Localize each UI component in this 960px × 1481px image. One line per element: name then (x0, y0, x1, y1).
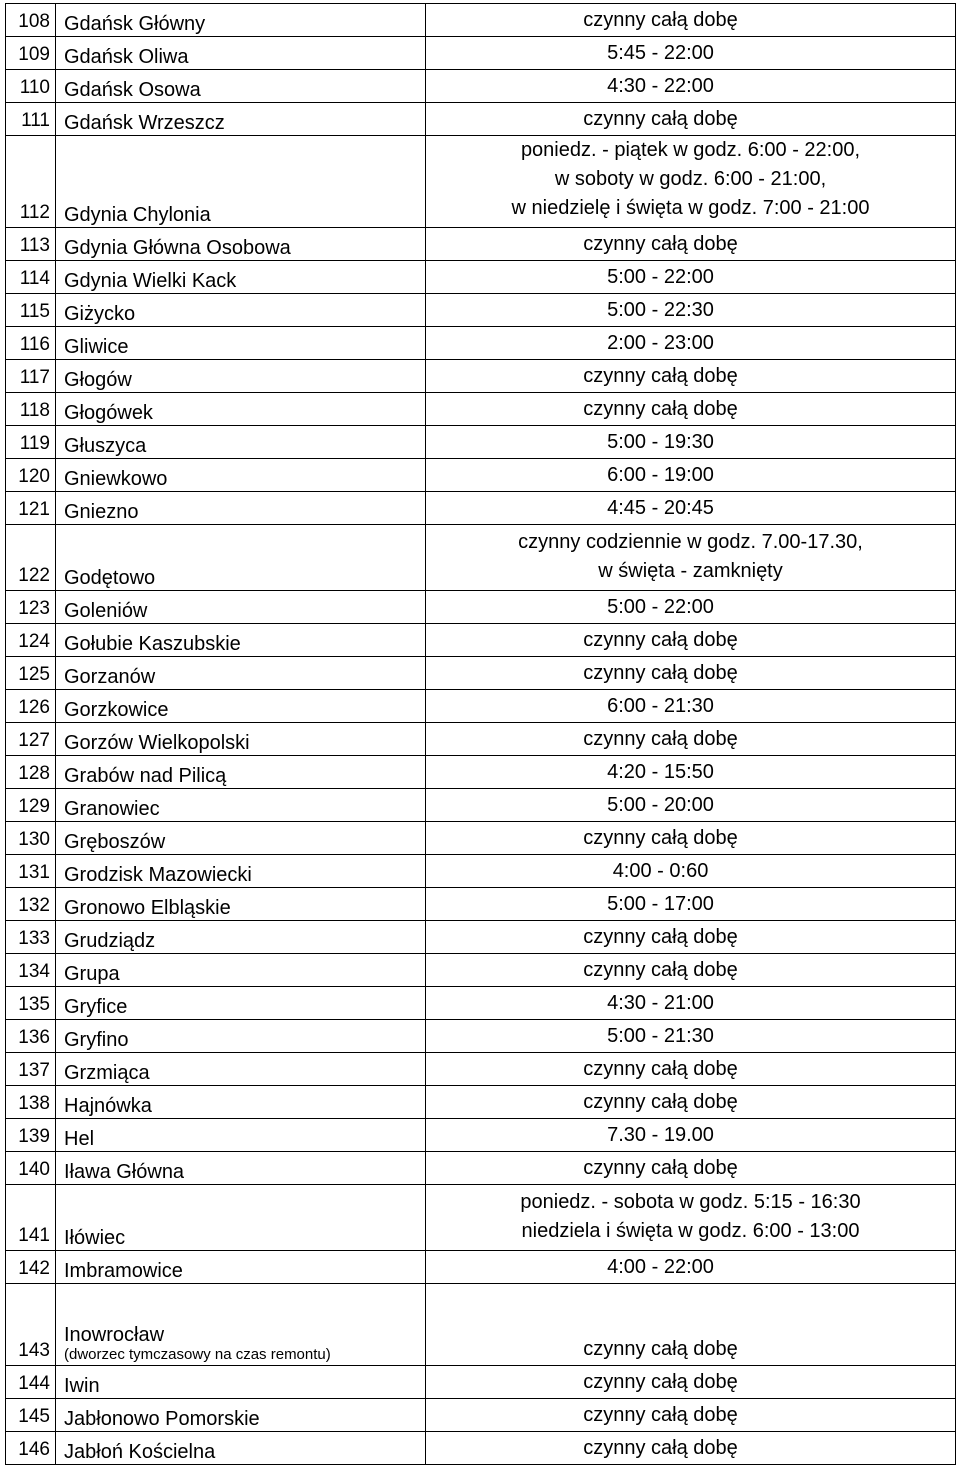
station-number: 110 (6, 70, 56, 103)
station-name: Iłówiec (64, 1227, 126, 1249)
station-name-cell (56, 1119, 426, 1152)
station-name-cell (56, 822, 426, 855)
table-row (6, 624, 956, 657)
opening-hours-line: niedziela i święta w godz. 6:00 - 13:00 (521, 1220, 860, 1242)
station-number: 142 (6, 1251, 56, 1284)
station-name: Imbramowice (64, 1260, 183, 1282)
opening-hours-cell (426, 1399, 956, 1432)
opening-hours: czynny całą dobę (583, 1437, 738, 1459)
station-name: Gdynia Chylonia (64, 204, 211, 226)
station-number: 115 (6, 294, 56, 327)
table-row (6, 1152, 956, 1185)
table-row (6, 4, 956, 37)
station-number: 130 (6, 822, 56, 855)
station-number: 112 (6, 136, 56, 228)
table-row (6, 1119, 956, 1152)
station-name: Gdańsk Wrzeszcz (64, 112, 225, 134)
opening-hours-line: poniedz. - sobota w godz. 5:15 - 16:30 (520, 1191, 861, 1213)
station-name: Granowiec (64, 798, 160, 820)
station-name: Hajnówka (64, 1095, 152, 1117)
station-number: 116 (6, 327, 56, 360)
station-name-cell (56, 1020, 426, 1053)
table-row (6, 591, 956, 624)
station-number: 126 (6, 690, 56, 723)
opening-hours-cell (426, 1053, 956, 1086)
opening-hours-cell (426, 1366, 956, 1399)
opening-hours-line: w święta - zamknięty (598, 560, 783, 582)
station-name-cell (56, 426, 426, 459)
opening-hours-line: czynny codziennie w godz. 7.00-17.30, (518, 531, 863, 553)
opening-hours: czynny całą dobę (583, 398, 738, 420)
station-name-cell (56, 294, 426, 327)
opening-hours-cell (426, 393, 956, 426)
station-name-cell (56, 360, 426, 393)
station-name: Grzmiąca (64, 1062, 150, 1084)
station-number: 146 (6, 1432, 56, 1465)
opening-hours-cell (426, 1432, 956, 1465)
station-name: Hel (64, 1128, 95, 1150)
station-name-cell (56, 1086, 426, 1119)
table-row (6, 1251, 956, 1284)
opening-hours-cell (426, 1185, 956, 1251)
table-row (6, 459, 956, 492)
table-row (6, 921, 956, 954)
opening-hours: czynny całą dobę (583, 1058, 738, 1080)
opening-hours: 5:00 - 22:00 (607, 266, 714, 288)
station-number: 124 (6, 624, 56, 657)
table-row (6, 426, 956, 459)
table-row (6, 822, 956, 855)
station-name-cell (56, 690, 426, 723)
station-number: 128 (6, 756, 56, 789)
opening-hours: 5:45 - 22:00 (607, 42, 714, 64)
station-name-note: (dworzec tymczasowy na czas remontu) (64, 1346, 331, 1363)
station-name-cell (56, 525, 426, 591)
station-name: Głuszyca (64, 435, 147, 457)
table-row (6, 136, 956, 228)
station-number: 135 (6, 987, 56, 1020)
opening-hours-cell (426, 426, 956, 459)
opening-hours: 4:30 - 22:00 (607, 75, 714, 97)
station-name: Grabów nad Pilicą (64, 765, 227, 787)
opening-hours: 7.30 - 19.00 (607, 1124, 714, 1146)
station-name-cell (56, 888, 426, 921)
opening-hours: czynny całą dobę (583, 1404, 738, 1426)
station-name: Jabłonowo Pomorskie (64, 1408, 260, 1430)
station-number: 134 (6, 954, 56, 987)
opening-hours: 5:00 - 20:00 (607, 794, 714, 816)
opening-hours-cell (426, 1251, 956, 1284)
opening-hours: czynny całą dobę (583, 1157, 738, 1179)
station-name: Głogów (64, 369, 132, 391)
opening-hours: czynny całą dobę (583, 9, 738, 31)
station-number: 139 (6, 1119, 56, 1152)
station-name-cell (56, 756, 426, 789)
opening-hours: czynny całą dobę (583, 1371, 738, 1393)
opening-hours: 6:00 - 21:30 (607, 695, 714, 717)
station-name-cell (56, 4, 426, 37)
opening-hours: 4:45 - 20:45 (607, 497, 714, 519)
station-name-cell (56, 261, 426, 294)
station-number: 122 (6, 525, 56, 591)
station-number: 109 (6, 37, 56, 70)
table-row (6, 360, 956, 393)
opening-hours: 5:00 - 19:30 (607, 431, 714, 453)
table-row (6, 723, 956, 756)
station-name-cell (56, 1251, 426, 1284)
station-name: Gdańsk Osowa (64, 79, 201, 101)
opening-hours: czynny całą dobę (583, 926, 738, 948)
table-row (6, 855, 956, 888)
station-number: 120 (6, 459, 56, 492)
station-number: 129 (6, 789, 56, 822)
table-row (6, 327, 956, 360)
table-row (6, 228, 956, 261)
station-name-cell (56, 1053, 426, 1086)
station-number: 140 (6, 1152, 56, 1185)
station-name: Grudziądz (64, 930, 156, 952)
opening-hours-cell (426, 921, 956, 954)
opening-hours-cell (426, 855, 956, 888)
opening-hours: czynny całą dobę (583, 728, 738, 750)
table-row (6, 37, 956, 70)
station-name: Gorzkowice (64, 699, 169, 721)
opening-hours-cell (426, 756, 956, 789)
station-number: 136 (6, 1020, 56, 1053)
station-name-cell (56, 1399, 426, 1432)
opening-hours-cell (426, 888, 956, 921)
opening-hours-cell (426, 459, 956, 492)
station-name-cell (56, 459, 426, 492)
station-name-cell (56, 657, 426, 690)
station-name-cell (56, 103, 426, 136)
opening-hours-cell (426, 70, 956, 103)
station-number: 114 (6, 261, 56, 294)
table-row (6, 294, 956, 327)
station-name: Iwin (64, 1375, 100, 1397)
station-name: Gołubie Kaszubskie (64, 633, 241, 655)
station-number: 144 (6, 1366, 56, 1399)
station-number: 131 (6, 855, 56, 888)
station-name: Grodzisk Mazowiecki (64, 864, 252, 886)
station-number: 123 (6, 591, 56, 624)
opening-hours-cell (426, 1152, 956, 1185)
station-hours-table-body (6, 4, 956, 1465)
opening-hours-cell (426, 327, 956, 360)
station-name: Gniezno (64, 501, 139, 523)
opening-hours: czynny całą dobę (583, 1338, 738, 1360)
station-name: Gorzanów (64, 666, 156, 688)
station-number: 145 (6, 1399, 56, 1432)
station-name-cell (56, 1366, 426, 1399)
table-row (6, 888, 956, 921)
station-name-cell (56, 591, 426, 624)
opening-hours-cell (426, 37, 956, 70)
station-name-cell (56, 1185, 426, 1251)
station-number: 113 (6, 228, 56, 261)
station-name-cell (56, 136, 426, 228)
opening-hours-cell (426, 1119, 956, 1152)
opening-hours-line: w niedzielę i święta w godz. 7:00 - 21:00 (511, 197, 870, 219)
opening-hours: czynny całą dobę (583, 629, 738, 651)
table-row (6, 1053, 956, 1086)
station-number: 143 (6, 1284, 56, 1366)
station-name-cell (56, 624, 426, 657)
opening-hours-cell (426, 4, 956, 37)
station-name: Godętowo (64, 567, 156, 589)
opening-hours-cell (426, 103, 956, 136)
opening-hours-cell (426, 657, 956, 690)
station-number: 118 (6, 393, 56, 426)
opening-hours-cell (426, 591, 956, 624)
table-row (6, 492, 956, 525)
station-name-cell (56, 327, 426, 360)
opening-hours: 4:20 - 15:50 (607, 761, 714, 783)
station-name: Goleniów (64, 600, 148, 622)
station-name: Gryfino (64, 1029, 129, 1051)
table-row (6, 103, 956, 136)
station-number: 119 (6, 426, 56, 459)
station-name-cell (56, 789, 426, 822)
opening-hours: czynny całą dobę (583, 233, 738, 255)
station-name-cell (56, 921, 426, 954)
table-row (6, 525, 956, 591)
opening-hours-cell (426, 987, 956, 1020)
opening-hours-cell (426, 954, 956, 987)
station-hours-table (5, 3, 956, 1465)
station-name-cell (56, 393, 426, 426)
station-name: Gdańsk Oliwa (64, 46, 189, 68)
station-number: 111 (6, 103, 56, 136)
opening-hours-cell (426, 1020, 956, 1053)
opening-hours: 2:00 - 23:00 (607, 332, 714, 354)
station-name: Grupa (64, 963, 120, 985)
station-name: Głogówek (64, 402, 153, 424)
opening-hours: czynny całą dobę (583, 959, 738, 981)
station-number: 125 (6, 657, 56, 690)
station-name-cell (56, 1284, 426, 1366)
station-name: Gorzów Wielkopolski (64, 732, 250, 754)
station-name: Inowrocław (64, 1324, 165, 1346)
station-name-cell (56, 987, 426, 1020)
station-name: Gdynia Główna Osobowa (64, 237, 291, 259)
table-row (6, 987, 956, 1020)
station-number: 121 (6, 492, 56, 525)
opening-hours: 4:00 - 22:00 (607, 1256, 714, 1278)
opening-hours: 6:00 - 19:00 (607, 464, 714, 486)
opening-hours-cell (426, 723, 956, 756)
station-hours-page (5, 3, 955, 1465)
station-number: 133 (6, 921, 56, 954)
opening-hours: czynny całą dobę (583, 108, 738, 130)
station-name: Giżycko (64, 303, 136, 325)
opening-hours-cell (426, 261, 956, 294)
table-row (6, 1366, 956, 1399)
station-name-cell (56, 1432, 426, 1465)
opening-hours: 5:00 - 21:30 (607, 1025, 714, 1047)
opening-hours-cell (426, 136, 956, 228)
opening-hours: 4:00 - 0:60 (612, 860, 709, 882)
station-number: 137 (6, 1053, 56, 1086)
station-name-cell (56, 492, 426, 525)
table-row (6, 1185, 956, 1251)
station-name: Gdańsk Główny (64, 13, 206, 35)
table-row (6, 70, 956, 103)
station-name: Gdynia Wielki Kack (64, 270, 237, 292)
opening-hours-line: poniedz. - piątek w godz. 6:00 - 22:00, (520, 139, 861, 161)
station-name-cell (56, 954, 426, 987)
station-name: Gniewkowo (64, 468, 168, 490)
station-number: 138 (6, 1086, 56, 1119)
table-row (6, 1086, 956, 1119)
opening-hours-cell (426, 1284, 956, 1366)
opening-hours-cell (426, 789, 956, 822)
table-row (6, 1284, 956, 1366)
opening-hours-cell (426, 690, 956, 723)
table-row (6, 1432, 956, 1465)
table-row (6, 393, 956, 426)
station-number: 127 (6, 723, 56, 756)
opening-hours: 4:30 - 21:00 (607, 992, 714, 1014)
station-name-cell (56, 70, 426, 103)
table-row (6, 954, 956, 987)
table-row (6, 756, 956, 789)
table-row (6, 261, 956, 294)
opening-hours: 5:00 - 17:00 (607, 893, 714, 915)
table-row (6, 657, 956, 690)
opening-hours-cell (426, 294, 956, 327)
station-number: 141 (6, 1185, 56, 1251)
opening-hours-cell (426, 492, 956, 525)
opening-hours: 5:00 - 22:30 (607, 299, 714, 321)
station-name: Iława Główna (64, 1161, 185, 1183)
opening-hours-cell (426, 822, 956, 855)
opening-hours-cell (426, 360, 956, 393)
station-number: 117 (6, 360, 56, 393)
station-number: 132 (6, 888, 56, 921)
opening-hours-cell (426, 525, 956, 591)
table-row (6, 690, 956, 723)
opening-hours-cell (426, 228, 956, 261)
station-number: 108 (6, 4, 56, 37)
opening-hours-line: w soboty w godz. 6:00 - 21:00, (554, 168, 827, 190)
station-name-cell (56, 855, 426, 888)
station-name-cell (56, 1152, 426, 1185)
opening-hours: 5:00 - 22:00 (607, 596, 714, 618)
station-name: Gryfice (64, 996, 128, 1018)
opening-hours: czynny całą dobę (583, 1091, 738, 1113)
table-row (6, 789, 956, 822)
opening-hours-cell (426, 624, 956, 657)
station-name-cell (56, 37, 426, 70)
station-name-cell (56, 228, 426, 261)
table-row (6, 1399, 956, 1432)
opening-hours-cell (426, 1086, 956, 1119)
station-name: Gliwice (64, 336, 129, 358)
opening-hours: czynny całą dobę (583, 662, 738, 684)
station-name: Jabłoń Kościelna (64, 1441, 216, 1463)
station-name: Gronowo Elbląskie (64, 897, 231, 919)
station-name: Gręboszów (64, 831, 166, 853)
opening-hours: czynny całą dobę (583, 365, 738, 387)
opening-hours: czynny całą dobę (583, 827, 738, 849)
station-name-cell (56, 723, 426, 756)
table-row (6, 1020, 956, 1053)
